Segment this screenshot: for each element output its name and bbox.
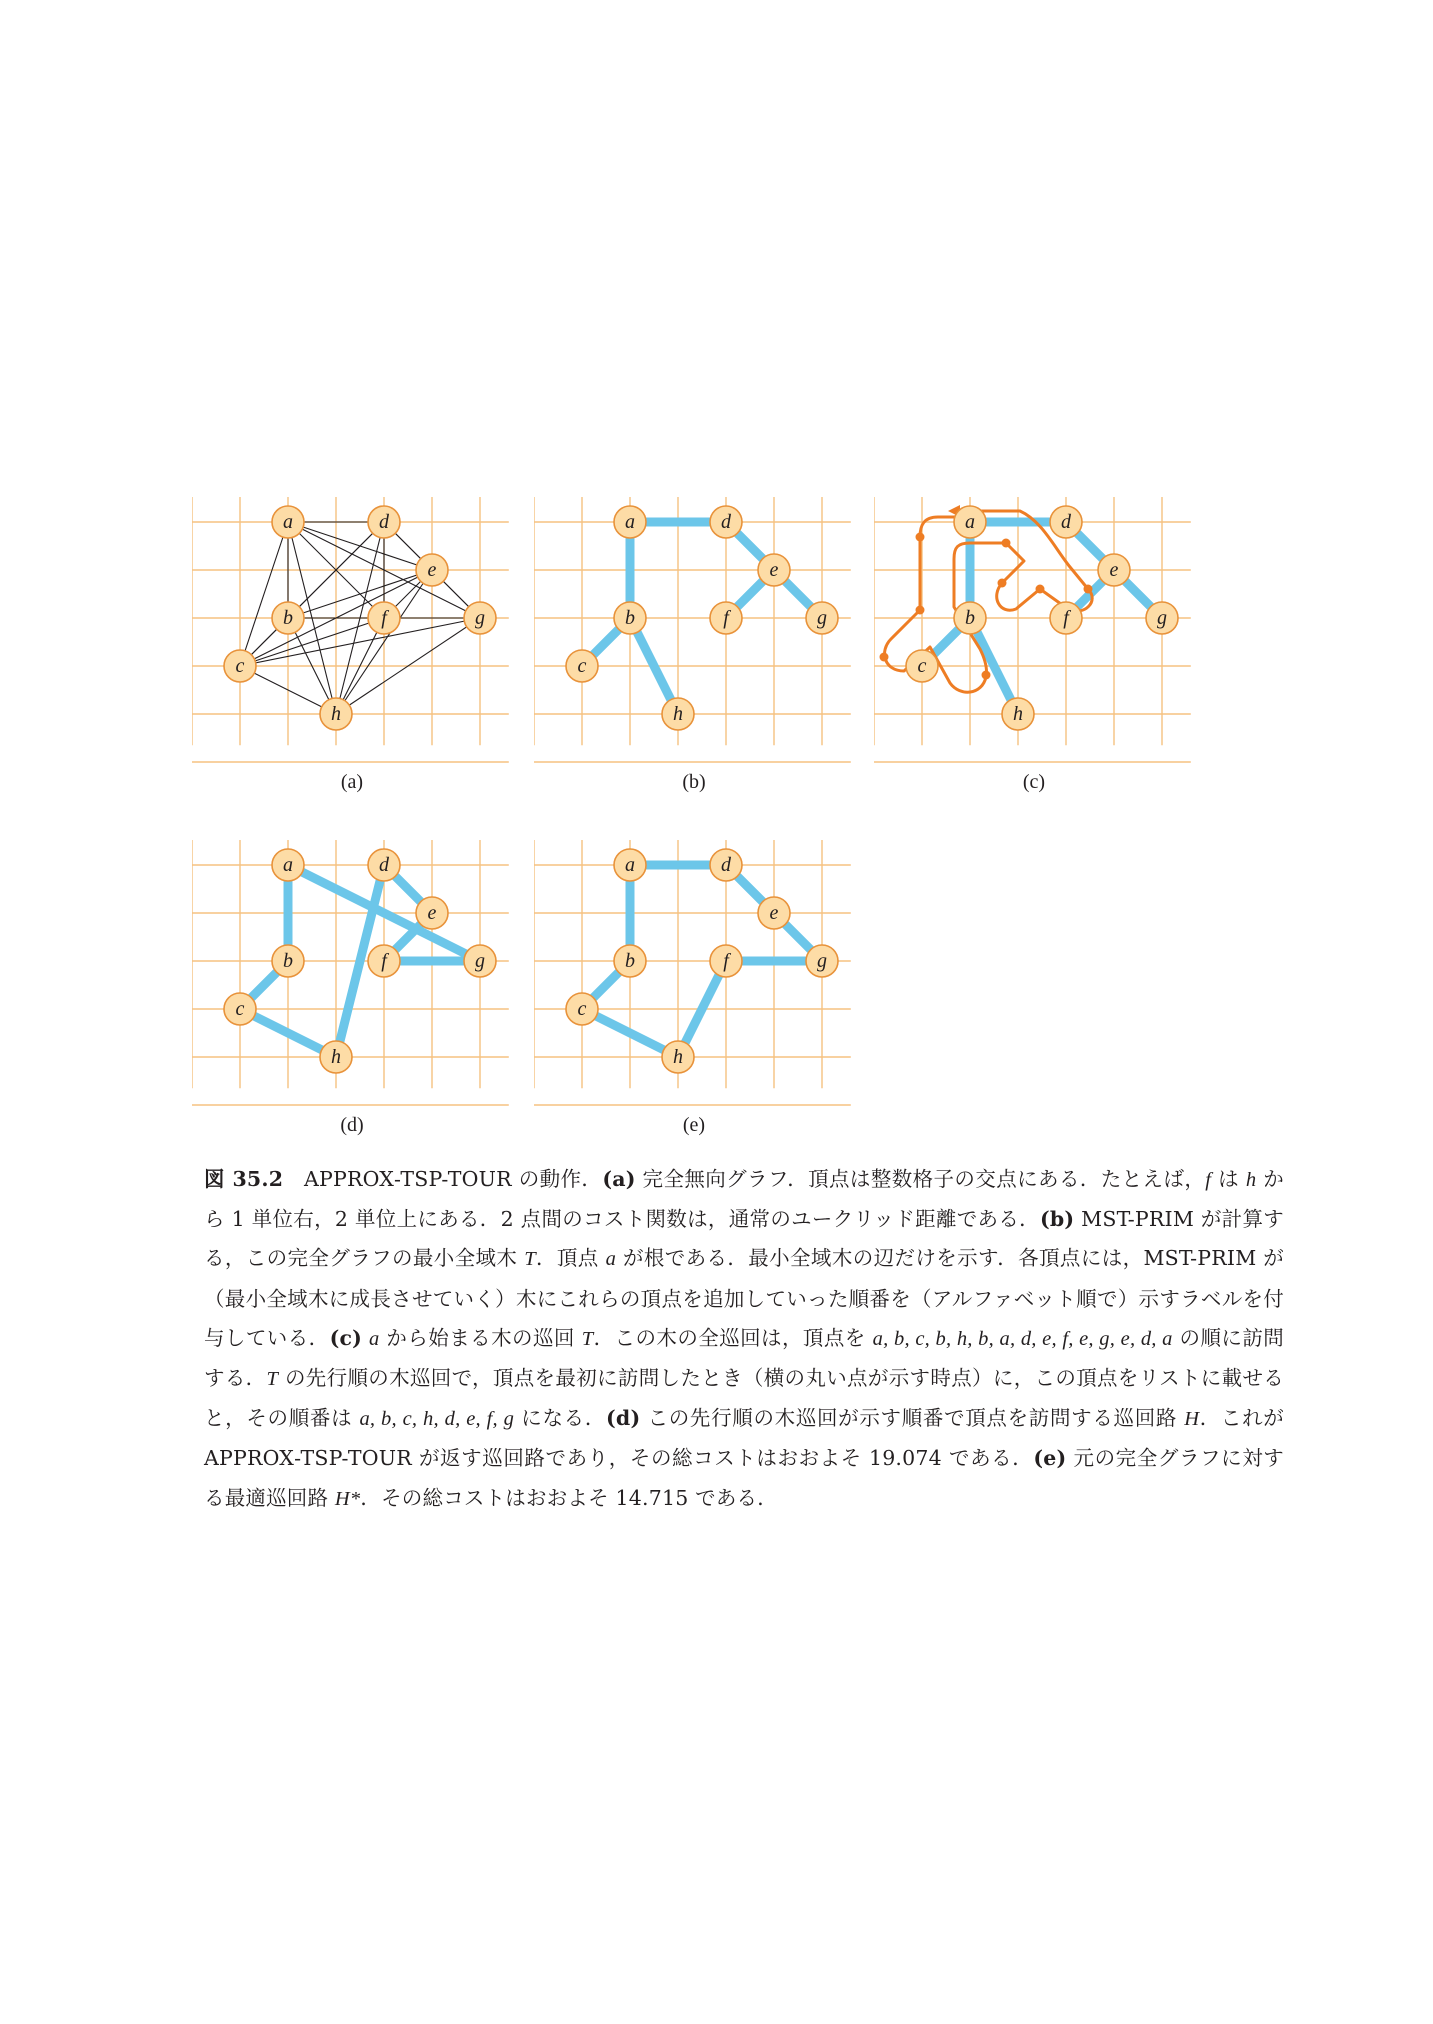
cap-t21: が（最小全域木に成長させていく）木にこれらの頂点を追加していった順番を（アルファベット順で）示すラベルを付与している． [204,1246,1284,1350]
cap-t43: 元の完全グラフに対する最適巡回路 [204,1446,1285,1510]
e-node-label-g: g [817,950,827,972]
cap-t32: a, b, c, h, d, e, f, g [359,1408,515,1431]
c-visit-dot-4 [1002,539,1011,548]
e-node-label-c: c [577,998,587,1020]
cap-t08: f [1205,1169,1212,1191]
d-node-label-e: e [427,902,437,924]
c-visit-dot-6 [1036,585,1045,594]
cap-t45: ．その総コストはおおよそ 14.715 である． [360,1485,778,1510]
c-visit-dot-5 [998,579,1007,588]
panel-a-graph [192,497,512,767]
c-visit-dot-3 [982,671,991,680]
cap-t27: ．この木の全巡回は，頂点を [593,1325,873,1350]
a-edge-eb [288,570,432,618]
b-node-label-e: e [769,559,779,581]
c-node-label-a: a [965,511,975,533]
cap-t29: の順に訪問する． [204,1325,1284,1391]
panel-e-graph [534,840,854,1110]
cap-t42: (e) [1033,1446,1067,1471]
c-node-label-g: g [1157,607,1167,629]
cap-t37: ．これが A [204,1406,1284,1471]
cap-t39: -TSP-T [294,1446,362,1471]
a-node-label-g: g [475,607,485,629]
panel-b-graph [534,497,854,767]
cap-t15: が計算する，この完全グラフの最小全域木 [204,1207,1284,1271]
cap-t04: OUR [461,1167,512,1191]
b-node-label-f: f [723,607,729,629]
cap-t13: MST-P [1074,1207,1149,1232]
cap-t40: OUR [361,1446,412,1471]
d-node-label-g: g [475,950,485,972]
cap-t20: RIM [1211,1246,1257,1271]
b-node-label-h: h [673,703,683,725]
cap-t35: この先行順の木巡回が示す順番で頂点を訪問する巡回路 [640,1406,1185,1431]
a-node-label-c: c [235,655,245,677]
d-node-label-b: b [283,950,293,972]
panel-c-label: (c) [1022,771,1046,793]
cap-t05: の動作． [511,1167,603,1191]
b-node-label-b: b [625,607,635,629]
panel-c-graph [874,497,1194,767]
d-node-label-f: f [381,950,387,972]
d-node-label-h: h [331,1046,341,1068]
cap-t30: T [266,1368,279,1391]
panel-e-label: (e) [682,1114,706,1136]
d-node-label-c: c [235,998,245,1020]
figure-caption [204,1160,1284,1519]
e-node-label-b: b [625,950,635,972]
cap-t44: H* [334,1487,361,1510]
cap-t06: (a) [602,1167,636,1191]
panel-b [534,497,854,797]
cap-t07: 完全無向グラフ．頂点は整数格子の交点にある．たとえば， [635,1167,1206,1191]
cap-t19: が根である．最小全域木の辺だけを示す．各頂点には，MST-P [616,1246,1212,1271]
a-node-label-h: h [331,703,341,725]
cap-t03: -TSP-T [394,1167,462,1191]
cap-t24: a [369,1327,380,1350]
figure-number: 図 35.2 [204,1167,284,1191]
e-node-label-h: h [673,1046,683,1068]
c-visit-dot-7 [1084,585,1093,594]
cap-t16: T [524,1248,536,1271]
a-node-label-e: e [427,559,437,581]
e-node-label-e: e [769,902,779,924]
cap-t23 [362,1326,369,1350]
cap-t22: (c) [329,1325,363,1350]
b-node-label-c: c [577,655,587,677]
cap-t36: H [1184,1408,1200,1431]
c-node-label-e: e [1109,559,1119,581]
d-node-label-a: a [283,854,293,876]
b-node-label-d: d [721,511,731,533]
cap-t02: PPROX [318,1167,395,1191]
b-node-label-a: a [625,511,635,533]
cap-t41: が返す巡回路であり，その総コストはおおよそ 19.074 である． [411,1446,1034,1471]
caption-text [204,1160,1284,1519]
cap-t26: T [581,1327,594,1350]
panel-c [874,497,1194,797]
panel-d-label: (d) [340,1114,364,1136]
c-visit-dot-2 [880,653,889,662]
cap-t10: h [1245,1169,1257,1191]
panel-a [192,497,512,797]
a-node-label-a: a [283,511,293,533]
cap-t12: (b) [1039,1207,1075,1232]
c-visit-dot-1 [916,606,925,615]
panel-e [534,840,854,1140]
c-visit-dot-0 [916,533,925,542]
panel-d [192,840,512,1140]
c-node-label-f: f [1063,607,1069,629]
cap-t25: から始まる木の巡回 [379,1325,582,1350]
e-node-label-f: f [723,950,729,972]
panel-a-label: (a) [340,771,364,793]
cap-t17: ．頂点 [535,1246,606,1271]
panel-d-graph [192,840,512,1110]
panel-b-label: (b) [682,771,706,793]
a-node-label-b: b [283,607,293,629]
b-node-label-g: g [817,607,827,629]
d-node-label-d: d [379,854,389,876]
c-node-label-c: c [917,655,927,677]
cap-t11: から 1 単位右，2 単位上にある．2 点間のコスト関数は，通常のユークリッド距離である． [204,1167,1284,1232]
cap-t38: PPROX [219,1446,295,1471]
cap-t14: RIM [1148,1207,1195,1232]
c-node-label-d: d [1061,511,1071,533]
cap-t28: a, b, c, b, h, b, a, d, e, f, e, g, e, d, a [872,1327,1173,1350]
cap-t31: の先行順の木巡回で，頂点を最初に訪問したとき（横の丸い点が示す時点）に，この頂点をリストに載せると，その順番は [204,1366,1284,1431]
a-node-label-d: d [379,511,389,533]
c-node-label-b: b [965,607,975,629]
cap-t18: a [605,1248,617,1271]
cap-t34: (d) [606,1406,641,1431]
c-node-label-h: h [1013,703,1023,725]
cap-t09: は [1211,1167,1246,1191]
e-node-label-a: a [625,854,635,876]
cap-t33: になる． [514,1406,607,1431]
a-node-label-f: f [381,607,387,629]
a-edge-ac [240,522,288,666]
e-node-label-d: d [721,854,731,876]
cap-t01: A [303,1167,319,1191]
